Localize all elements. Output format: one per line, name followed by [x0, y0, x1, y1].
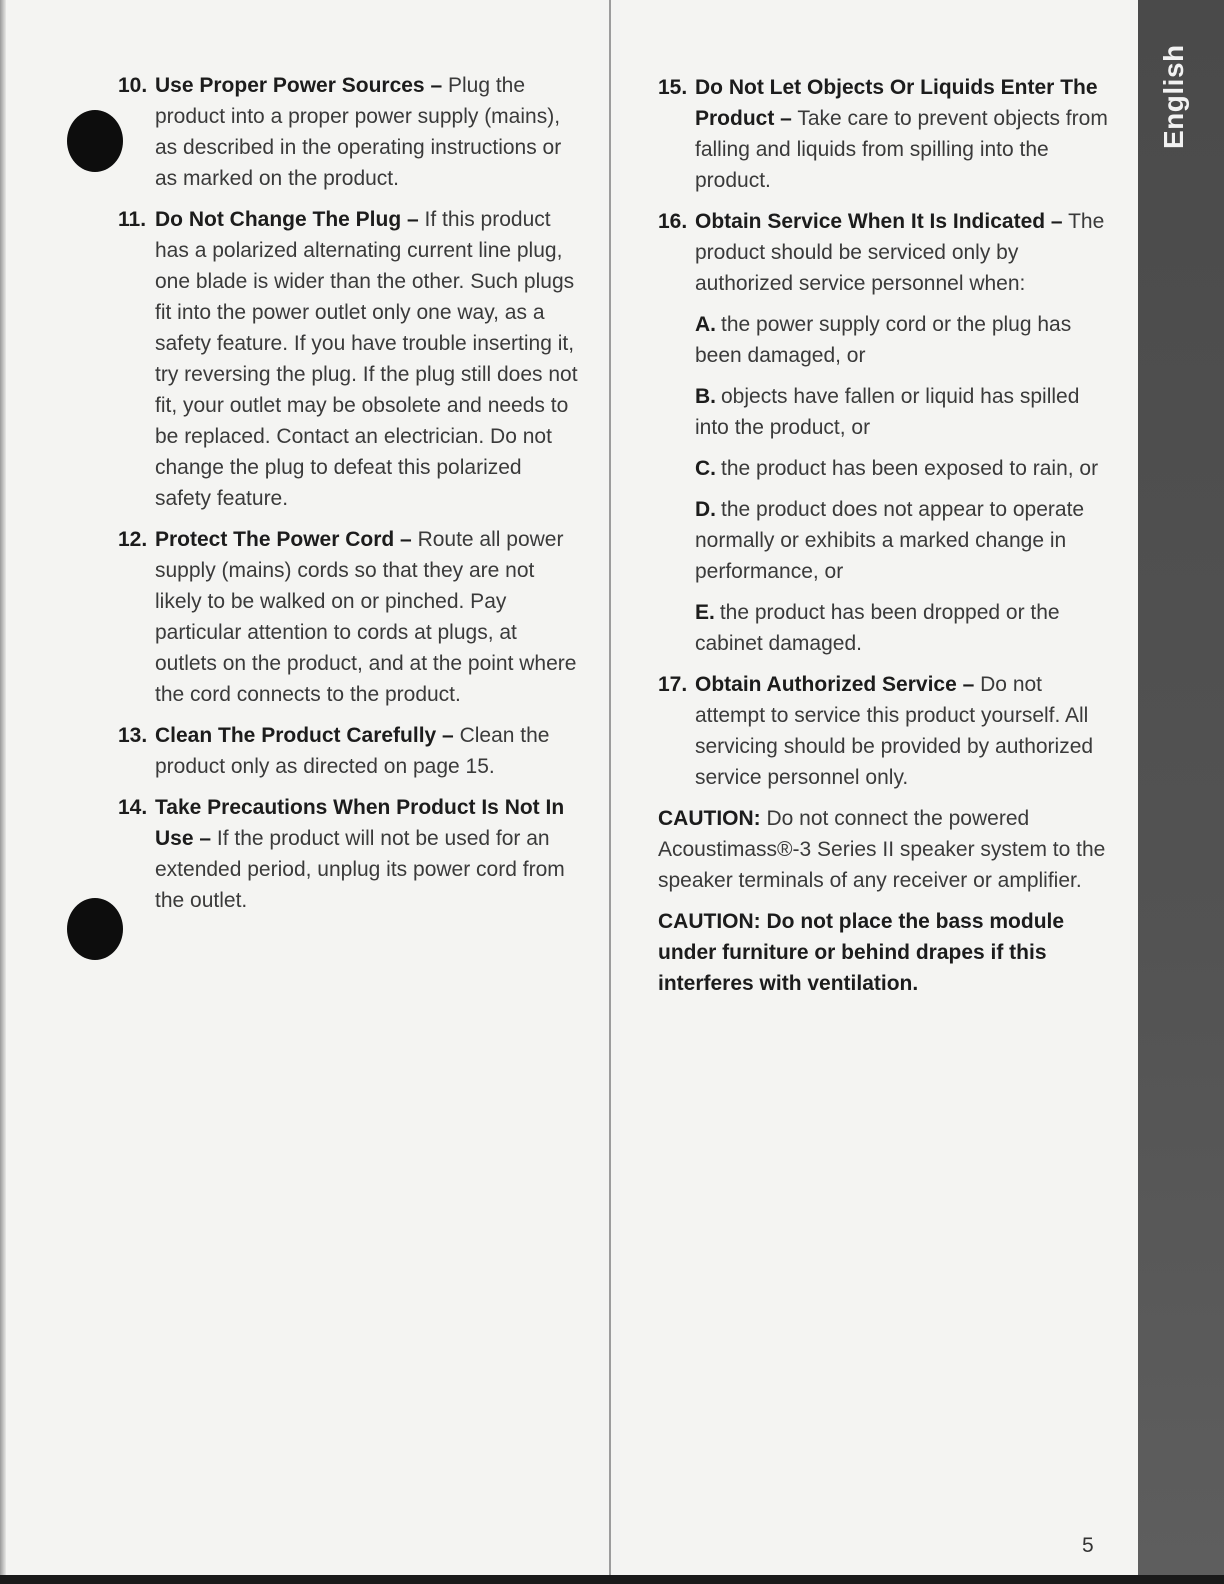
- safety-item-11: [118, 204, 578, 514]
- caution-label: CAUTION:: [658, 807, 761, 830]
- caution-ventilation-notice: CAUTION: Do not place the bass module under furniture or behind drapes if this interferes with ventilation.: [658, 910, 1065, 995]
- item-heading: Do Not Let Objects Or Liquids Enter The Product –: [695, 76, 1098, 130]
- item-heading: Do Not Change The Plug –: [155, 208, 419, 231]
- sub-item-letter: E.: [695, 601, 715, 624]
- left-column: [118, 70, 578, 926]
- item-number: 16.: [658, 210, 688, 233]
- language-tab: [1138, 0, 1224, 1575]
- item-text: If the product will not be used for an extended period, unplug its power cord from the outlet.: [155, 827, 565, 912]
- language-tab-label: English: [1158, 44, 1189, 149]
- item-heading: Take Precautions When Product Is Not In Use –: [155, 796, 565, 850]
- item-number: 14.: [118, 796, 148, 819]
- center-fold: [609, 0, 611, 1575]
- binder-hole: [67, 898, 123, 960]
- sub-item-text: the power supply cord or the plug has been damaged, or: [695, 313, 1072, 367]
- sub-item-letter: B.: [695, 385, 716, 408]
- item-text: Route all power supply (mains) cords so that they are not likely to be walked on or pinched. Pay particular attention to cords at plugs, at outlets on the product, and at the point where the cord connects to the product.: [155, 528, 577, 706]
- item-text: The product should be serviced only by authorized service personnel when:: [695, 210, 1105, 295]
- safety-item-13: [118, 720, 578, 782]
- item-text: Plug the product into a proper power supply (mains), as described in the operating instructions or as marked on the product.: [155, 74, 562, 190]
- caution-notice: [658, 803, 1110, 896]
- page-number: 5: [1082, 1534, 1094, 1557]
- sub-item-text: the product has been exposed to rain, or: [721, 457, 1099, 480]
- sub-item-letter: C.: [695, 457, 716, 480]
- safety-item-17: [658, 669, 1110, 793]
- sub-item-text: the product has been dropped or the cabinet damaged.: [695, 601, 1060, 655]
- item-number: 10.: [118, 74, 148, 97]
- item-text: If this product has a polarized alternating current line plug, one blade is wider than the other. Such plugs fit into the power outlet only one way, as a safety feature. If you have trouble inserting it, try reversing the plug. If the plug still does not fit, your outlet may be obsolete and needs to be replaced. Contact an electrician. Do not change the plug to defeat this polarized safety feature.: [155, 208, 578, 510]
- sub-item-e: [695, 597, 1110, 659]
- caution-text: Do not connect the powered Acoustimass®-3 Series II speaker system to the speaker terminals of any receiver or amplifier.: [658, 807, 1106, 892]
- item-number: 13.: [118, 724, 148, 747]
- safety-item-12: [118, 524, 578, 710]
- safety-item-16: [658, 206, 1110, 659]
- safety-item-10: [118, 70, 578, 194]
- item-heading: Obtain Authorized Service –: [695, 673, 975, 696]
- right-column: [658, 72, 1110, 999]
- item-heading: Protect The Power Cord –: [155, 528, 412, 551]
- item-number: 12.: [118, 528, 148, 551]
- item-number: 11.: [118, 208, 147, 231]
- item-text: Clean the product only as directed on page 15.: [155, 724, 550, 778]
- sub-item-b: [695, 381, 1110, 443]
- item-heading: Obtain Service When It Is Indicated –: [695, 210, 1063, 233]
- item-text: Take care to prevent objects from falling and liquids from spilling into the product.: [695, 107, 1108, 192]
- sub-item-text: objects have fallen or liquid has spilled into the product, or: [695, 385, 1080, 439]
- safety-item-15: [658, 72, 1110, 196]
- page-left-edge: [0, 0, 6, 1584]
- sub-item-letter: D.: [695, 498, 716, 521]
- sub-item-d: [695, 494, 1110, 587]
- item-heading: Use Proper Power Sources –: [155, 74, 443, 97]
- sub-item-text: the product does not appear to operate normally or exhibits a marked change in performance, or: [695, 498, 1085, 583]
- sub-item-c: [695, 453, 1110, 484]
- item-number: 17.: [658, 673, 688, 696]
- sub-item-a: [695, 309, 1110, 371]
- sub-item-letter: A.: [695, 313, 716, 336]
- binder-hole: [67, 110, 123, 172]
- item-text: Do not attempt to service this product yourself. All servicing should be provided by authorized service personnel only.: [695, 673, 1094, 789]
- item-number: 15.: [658, 76, 688, 99]
- page-bottom-edge: [0, 1575, 1224, 1584]
- item-heading: Clean The Product Carefully –: [155, 724, 454, 747]
- safety-item-14: [118, 792, 578, 916]
